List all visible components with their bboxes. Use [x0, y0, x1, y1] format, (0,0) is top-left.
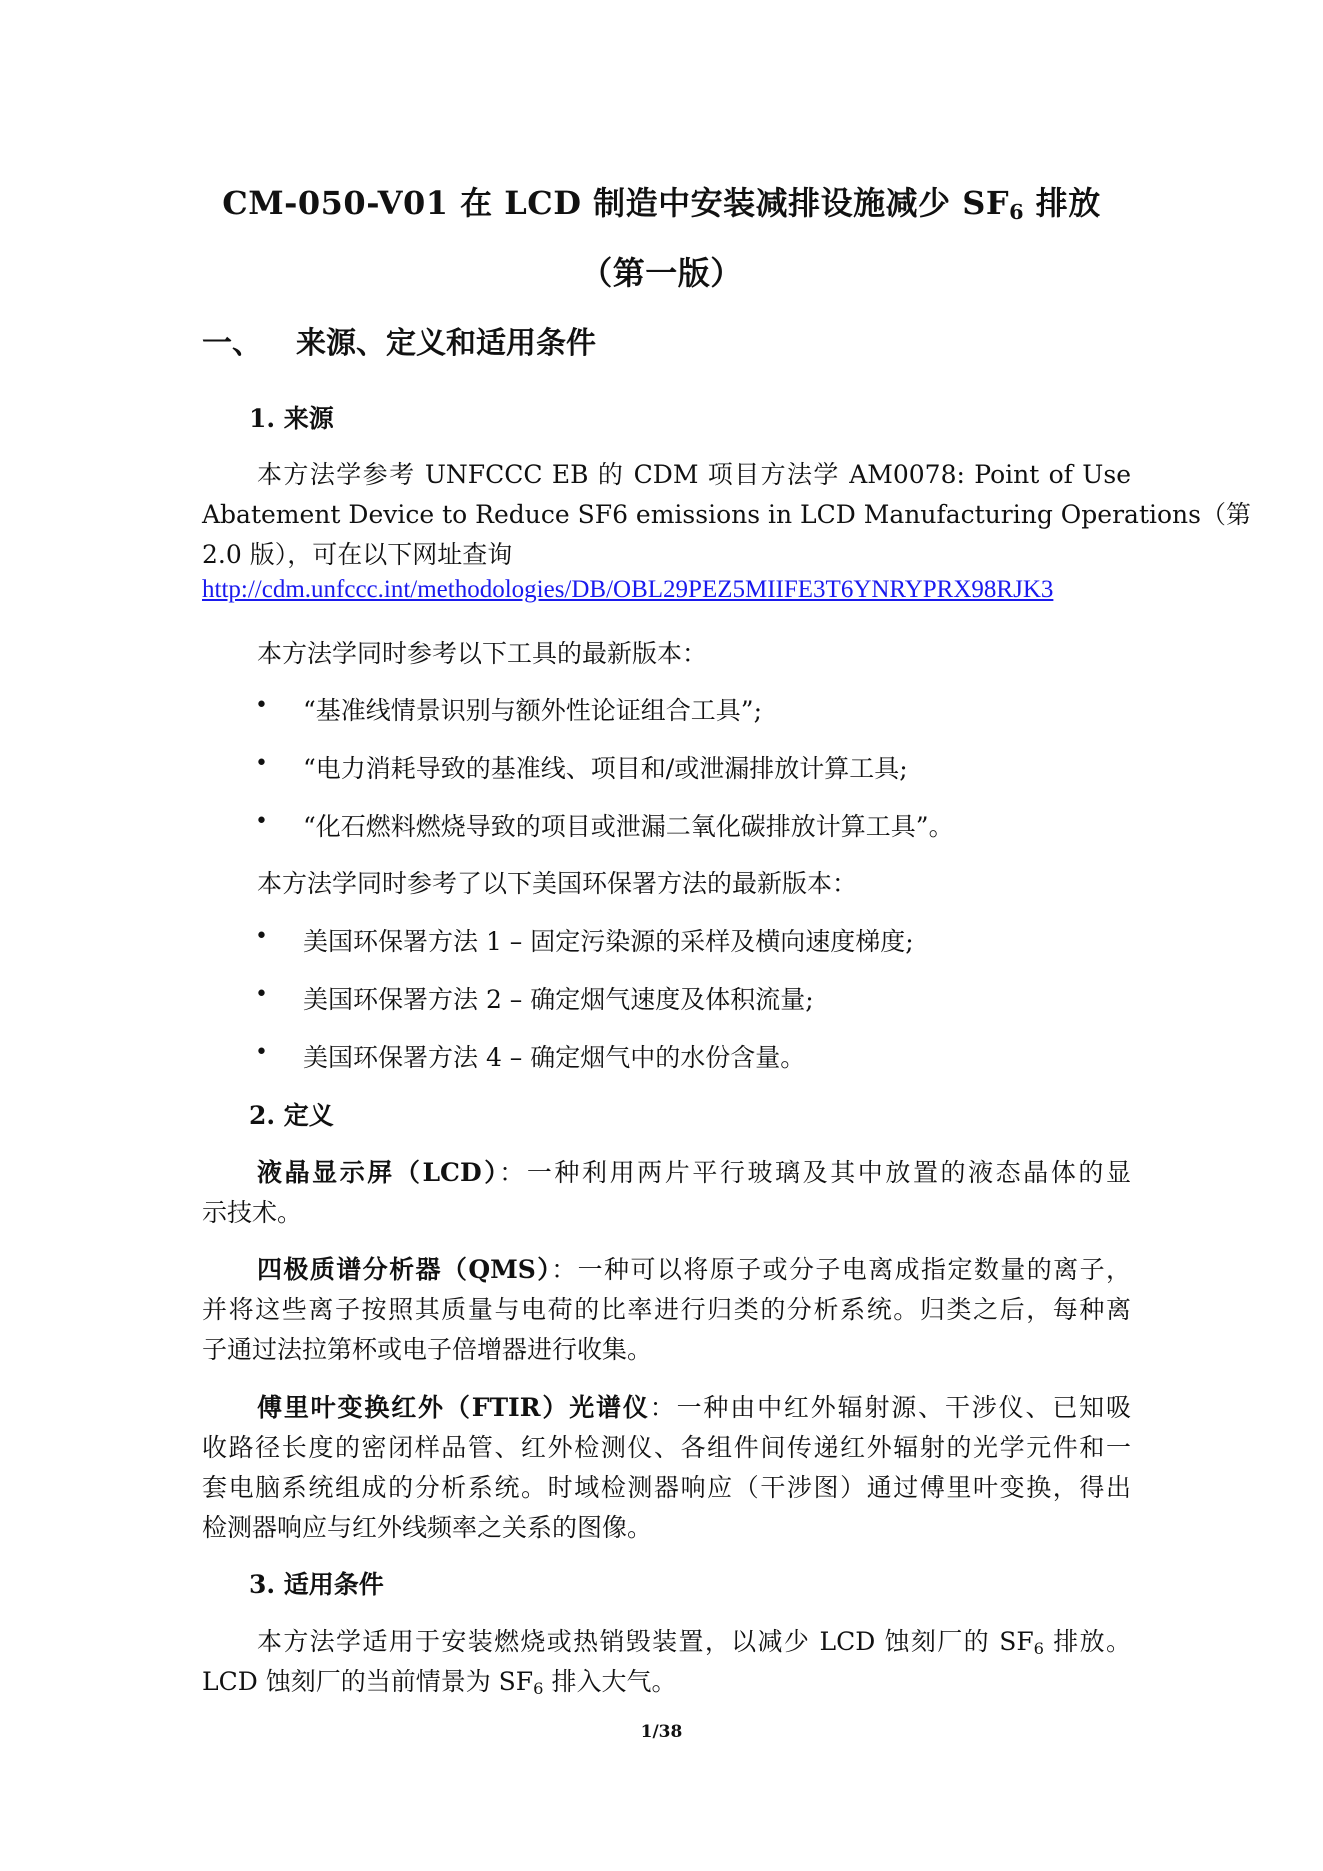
source-paragraph-line: 本方法学参考 UNFCCC EB 的 CDM 项目方法学 AM0078: Point of Use: [257, 460, 1131, 489]
term-qms: 四极质谱分析器（QMS）: [257, 1255, 552, 1284]
definition-text: ：一种由中红外辐射源、干涉仪、已知吸: [649, 1393, 1131, 1422]
definition-text: 套电脑系统组成的分析系统。时域检测器响应（干涉图）通过傅里叶变换，得出: [202, 1473, 1131, 1502]
definition-ftir: [257, 1388, 1131, 1424]
bullet-icon: •: [255, 1040, 268, 1065]
applicability-line: [257, 1622, 1131, 1658]
bullet-icon: •: [255, 693, 268, 718]
applicability-text: LCD 蚀刻厂的当前情景为 SF: [202, 1667, 534, 1696]
subsection-heading-source: 1. 来源: [249, 404, 334, 433]
definition-text: ：一种利用两片平行玻璃及其中放置的液态晶体的显: [499, 1158, 1131, 1187]
tool-item: “基准线情景识别与额外性论证组合工具”;: [303, 696, 762, 725]
subscript: 6: [533, 1679, 544, 1699]
document-title: [0, 178, 1323, 224]
title-subscript: 6: [1009, 199, 1025, 225]
definition-text: 并将这些离子按照其质量与电荷的比率进行归类的分析系统。归类之后，每种离: [202, 1295, 1131, 1324]
bullet-icon: •: [255, 809, 268, 834]
definition-text: 检测器响应与红外线频率之关系的图像。: [202, 1513, 653, 1542]
title-text: CM-050-V01 在 LCD 制造中安装减排设施减少 SF: [222, 184, 1010, 222]
bullet-icon: •: [255, 924, 268, 949]
term-lcd: 液晶显示屏（LCD）: [257, 1158, 500, 1187]
applicability-text: 本方法学适用于安装燃烧或热销毁装置，以减少 LCD 蚀刻厂的 SF: [257, 1627, 1034, 1656]
bullet-icon: •: [255, 751, 268, 776]
definition-text: 示技术。: [202, 1198, 303, 1227]
definition-qms: [257, 1250, 1131, 1286]
section-title: 来源、定义和适用条件: [296, 326, 596, 361]
tool-item: “化石燃料燃烧导致的项目或泄漏二氧化碳排放计算工具”。: [303, 812, 954, 841]
epa-item: 美国环保署方法 1 – 固定污染源的采样及横向速度梯度;: [303, 927, 914, 956]
definition-text: ：一种可以将原子或分子电离成指定数量的离子，: [551, 1255, 1131, 1284]
section-number: 一、: [202, 326, 262, 361]
subsection-heading-applicability: 3. 适用条件: [249, 1570, 384, 1599]
source-paragraph-line: 2.0 版），可在以下网址查询: [202, 540, 513, 569]
document-edition: （第一版）: [580, 254, 743, 292]
title-text-end: 排放: [1024, 184, 1101, 222]
definition-text: 收路径长度的密闭样品管、红外检测仪、各组件间传递红外辐射的光学元件和一: [202, 1433, 1131, 1462]
applicability-line: [202, 1662, 676, 1698]
epa-item: 美国环保署方法 2 – 确定烟气速度及体积流量;: [303, 985, 814, 1014]
source-paragraph-line: Abatement Device to Reduce SF6 emissions in LCD Manufacturing Operations（第: [202, 500, 1251, 529]
methodology-link[interactable]: http://cdm.unfccc.int/methodologies/DB/OBL29PEZ5MIIFE3T6YNRYPRX98RJK3: [202, 576, 1054, 603]
applicability-text: 排入大气。: [543, 1667, 677, 1696]
term-ftir: 傅里叶变换红外（FTIR）光谱仪: [257, 1393, 650, 1422]
page-number: 1/38: [640, 1722, 683, 1742]
epa-item: 美国环保署方法 4 – 确定烟气中的水份含量。: [303, 1043, 806, 1072]
bullet-icon: •: [255, 982, 268, 1007]
definition-lcd: [257, 1153, 1131, 1189]
epa-intro: 本方法学同时参考了以下美国环保署方法的最新版本：: [257, 869, 858, 898]
applicability-text: 排放。: [1044, 1627, 1131, 1656]
subsection-heading-definitions: 2. 定义: [249, 1101, 334, 1130]
tools-intro: 本方法学同时参考以下工具的最新版本：: [257, 639, 708, 668]
definition-text: 子通过法拉第杯或电子倍增器进行收集。: [202, 1335, 653, 1364]
tool-item: “电力消耗导致的基准线、项目和/或泄漏排放计算工具;: [303, 754, 908, 783]
subscript: 6: [1033, 1639, 1045, 1659]
